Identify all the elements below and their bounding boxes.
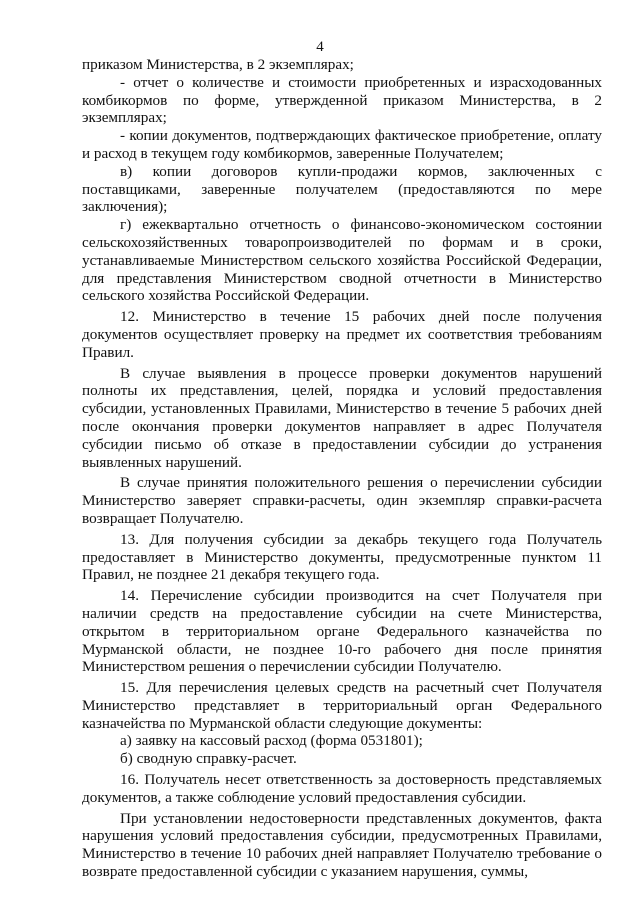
- paragraph-report-feed: - отчет о количестве и стоимости приобретенных и израсходованных комбикормов по форме, утвержденной приказом Министерства, в 2 экземплярах;: [82, 73, 602, 127]
- paragraph-positive-decision: В случае принятия положительного решения о перечислении субсидии Министерство заверяет справки-расчеты, один экземпляр справки-расчета возвращает Получателю.: [82, 474, 602, 527]
- paragraph-unreliability: При установлении недостоверности представленных документов, факта нарушения условий предоставления субсидии, предусмотренных Правилами, Министерство в течение 10 рабочих дней направляет Получателю требование о возврате предоставленной субсидии с указанием нарушения, суммы,: [82, 809, 602, 881]
- paragraph-item-v: в) копии договоров купли-продажи кормов, заключенных с поставщиками, заверенные получателем (предоставляются по мере заключения);: [82, 162, 602, 216]
- page-number: 4: [316, 39, 324, 55]
- paragraph-clause-15: 15. Для перечисления целевых средств на расчетный счет Получателя Министерство представляет в территориальный орган Федерального казначейства по Мурманской области следующие документы:: [82, 679, 602, 732]
- paragraph-document-copies: - копии документов, подтверждающих фактическое приобретение, оплату и расход в текущем году комбикормов, заверенные Получателем;: [82, 127, 602, 162]
- paragraph-continuation: приказом Министерства, в 2 экземплярах;: [82, 56, 354, 73]
- paragraph-clause-16: 16. Получатель несет ответственность за достоверность представляемых документов, а также соблюдение условий предоставления субсидии.: [82, 771, 602, 806]
- paragraph-violations: В случае выявления в процессе проверки документов нарушений полноты их представления, целей, порядка и условий предоставления субсидии, установленных Правилами, Министерство в течение 5 рабочих дней после окончания проверки документов направляет в адрес Получателя субсидии письмо об отказе в предоставлении субсидии до устранения выявленных нарушений.: [82, 364, 602, 471]
- paragraph-item-b: б) сводную справку-расчет.: [120, 750, 297, 768]
- paragraph-item-g: г) ежеквартально отчетность о финансово-экономическом состоянии сельскохозяйственных товаропроизводителей по формам и в сроки, устанавливаемые Министерством сельского хозяйства Российской Федерации, для представления Министерством сводной отчетности в Министерство сельского хозяйства Российской Федерации.: [82, 216, 602, 305]
- paragraph-clause-13: 13. Для получения субсидии за декабрь текущего года Получатель предоставляет в Министерство документы, предусмотренные пунктом 11 Правил, не позднее 21 декабря текущего года.: [82, 530, 602, 584]
- paragraph-clause-14: 14. Перечисление субсидии производится на счет Получателя при наличии средств на предоставление субсидии на счете Министерства, открытом в территориальном органе Федерального казначейства по Мурманской области, не позднее 10-го рабочего дня после принятия Министерством решения о перечислении субсидии Получателю.: [82, 587, 602, 676]
- paragraph-item-a: а) заявку на кассовый расход (форма 0531801);: [120, 732, 423, 750]
- document-body: [82, 56, 602, 881]
- paragraph-clause-12: 12. Министерство в течение 15 рабочих дней после получения документов осуществляет проверку на предмет их соответствия требованиям Правил.: [82, 308, 602, 361]
